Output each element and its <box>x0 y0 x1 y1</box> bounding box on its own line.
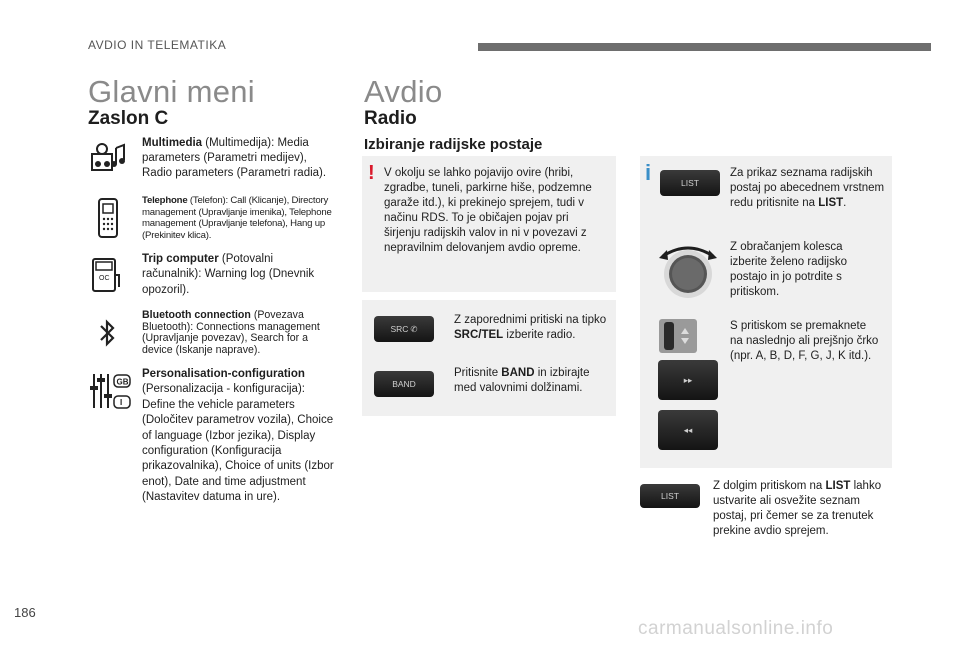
lang-icon-bottom: I <box>120 398 123 407</box>
wheel-instruction: Z obračanjem kolesca izberite želeno radijsko postajo in jo potrdite s pritiskom. <box>730 241 847 298</box>
src-button[interactable]: SRC ✆ <box>374 316 434 342</box>
warning-text: V okolju se lahko pojavijo ovire (hribi, zgradbe, tuneli, parkirne hiše, podzemne garaže itd.), ki prekinejo sprejem, tudi v načinu RDS. To je običajen pojav pri širjenju radijskih valov in ni v povezavi z nepravilnim delovanjem avdio opreme. <box>384 167 592 254</box>
seek-forward-button[interactable] <box>658 360 718 400</box>
section-label: AVDIO IN TELEMATIKA <box>88 38 227 52</box>
telephone-icon <box>97 198 119 238</box>
middle-title: Avdio <box>364 74 443 109</box>
rotary-knob-icon[interactable] <box>655 238 721 304</box>
trip-computer-icon <box>91 257 121 293</box>
band-button[interactable]: BAND <box>374 371 434 397</box>
watermark: carmanualsonline.info <box>638 618 834 639</box>
src-instruction: Z zaporednimi pritiski na tipko SRC/TEL izberite radio. <box>454 314 607 341</box>
item-telephone: Telephone (Telefon): Call (Klicanje), Directory management (Upravljanje imenika), Telephone management (Upravljanje telefona), Hang up (Prekinitev klica). <box>142 195 332 241</box>
left-title: Glavni meni <box>88 74 255 109</box>
list-button[interactable]: LIST <box>660 170 720 196</box>
band-instruction: Pritisnite BAND in izbirajte med valovnimi dolžinami. <box>454 367 590 394</box>
list-instruction: Za prikaz seznama radijskih postaj po abecednem vrstnem redu pritisnite na LIST. <box>730 167 885 209</box>
fast-forward-icon: ▸▸ <box>683 374 693 385</box>
left-subtitle: Zaslon C <box>88 108 169 129</box>
list-long-press-button[interactable]: LIST <box>640 484 700 508</box>
list-long-press-instruction: Z dolgim pritiskom na LIST lahko ustvarite ali osvežite seznam postaj, pri čemer se za trenutek prekine avdio sprejem. <box>713 480 882 537</box>
middle-subtitle: Radio <box>364 108 417 129</box>
info-icon: i <box>645 160 652 185</box>
item-trip-computer: Trip computer (Potovalni računalnik): Warning log (Dnevnik opozoril). <box>142 253 315 296</box>
item-bluetooth: Bluetooth connection (Povezava Bluetooth): Connections management (Upravljanje povezav), Search for a device (Iskanje naprave). <box>142 309 320 356</box>
letter-instruction: S pritiskom se premaknete na naslednjo ali prejšnjo črko (npr. A, B, D, F, G, J, K itd.). <box>730 320 879 362</box>
warning-icon: ! <box>368 162 375 184</box>
item-multimedia: Multimedia (Multimedija): Media parameters (Parametri medijev), Radio parameters (Parametri radia). <box>142 137 327 179</box>
header-bar <box>478 43 931 51</box>
personalisation-icon <box>88 372 132 410</box>
rewind-icon: ◂◂ <box>683 424 693 435</box>
item-personalisation: Personalisation-configuration (Personalizacija - konfiguracija): Define the vehicle parameters (Določitev parametrov vozila), Choice of language (Izbor jezika), Display configuration (Konfiguracija prikazovalnika), Choice of units (Izbor enot), Date and time adjustment (Nastavitev datuma in ure). <box>142 368 334 504</box>
section-heading: Izbiranje radijske postaje <box>364 136 543 153</box>
multimedia-icon <box>88 142 128 178</box>
seek-back-button[interactable] <box>658 410 718 450</box>
page-number: 186 <box>14 605 36 620</box>
lang-icon-top: GB <box>116 377 129 387</box>
trip-icon-label: OC <box>99 275 110 282</box>
toggle-switch-icon[interactable] <box>658 318 698 354</box>
bluetooth-icon <box>98 318 116 348</box>
